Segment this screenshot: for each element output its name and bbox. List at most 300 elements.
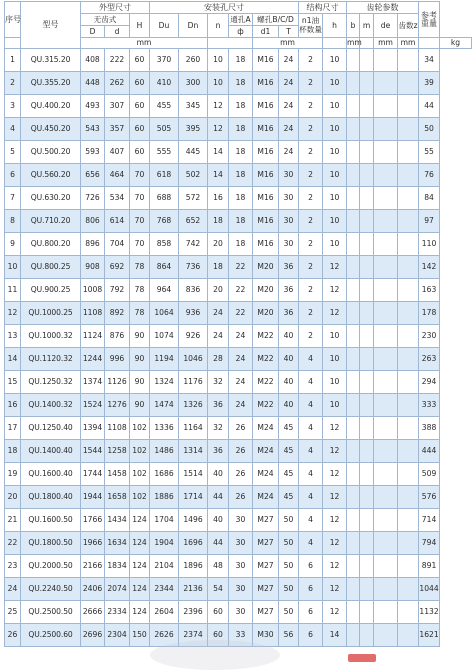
cell-z bbox=[398, 624, 419, 647]
cell-b bbox=[347, 279, 360, 302]
cell-T: 30 bbox=[279, 164, 299, 187]
cell-d: 407 bbox=[105, 141, 130, 164]
cell-z bbox=[398, 95, 419, 118]
cell-Du: 1904 bbox=[150, 532, 179, 555]
cell-d: 892 bbox=[105, 302, 130, 325]
cell-Dn: 1514 bbox=[179, 463, 208, 486]
cell-D: 726 bbox=[81, 187, 105, 210]
cell-m bbox=[360, 532, 374, 555]
cell-H: 60 bbox=[130, 49, 150, 72]
cell-m bbox=[360, 394, 374, 417]
cell-d1: M22 bbox=[253, 348, 279, 371]
cell-kg: 1132 bbox=[419, 601, 440, 624]
cell-A: 22 bbox=[229, 302, 253, 325]
cell-model: QU.500.20 bbox=[21, 141, 81, 164]
cell-Dn: 502 bbox=[179, 164, 208, 187]
cell-no: 19 bbox=[5, 463, 21, 486]
cell-Dn: 572 bbox=[179, 187, 208, 210]
cell-model: QU.2240.50 bbox=[21, 578, 81, 601]
cell-b bbox=[347, 164, 360, 187]
cell-kg: 76 bbox=[419, 164, 440, 187]
cell-d1: M24 bbox=[253, 440, 279, 463]
cell-d: 1834 bbox=[105, 555, 130, 578]
unit-blank-z bbox=[419, 38, 440, 49]
cell-D: 1244 bbox=[81, 348, 105, 371]
cell-n1: 4 bbox=[299, 440, 323, 463]
cell-de bbox=[374, 463, 398, 486]
unit-mm-struct: mm bbox=[347, 38, 362, 48]
header-D: D bbox=[81, 26, 105, 38]
cell-n: 40 bbox=[208, 509, 229, 532]
cell-H: 150 bbox=[130, 624, 150, 647]
cell-n1: 6 bbox=[299, 601, 323, 624]
cell-de bbox=[374, 210, 398, 233]
cell-Dn: 395 bbox=[179, 118, 208, 141]
cell-A: 30 bbox=[229, 601, 253, 624]
cell-Du: 2626 bbox=[150, 624, 179, 647]
cell-n: 44 bbox=[208, 486, 229, 509]
cell-d1: M24 bbox=[253, 486, 279, 509]
cell-d1: M16 bbox=[253, 141, 279, 164]
cell-Du: 1686 bbox=[150, 463, 179, 486]
table-row bbox=[5, 578, 472, 601]
cell-m bbox=[360, 555, 374, 578]
cell-h: 10 bbox=[323, 49, 347, 72]
cell-T: 40 bbox=[279, 371, 299, 394]
cell-h: 10 bbox=[323, 72, 347, 95]
cell-D: 543 bbox=[81, 118, 105, 141]
table-row bbox=[5, 371, 472, 394]
cell-Dn: 1896 bbox=[179, 555, 208, 578]
cell-z bbox=[398, 371, 419, 394]
cell-de bbox=[374, 348, 398, 371]
cell-d: 1276 bbox=[105, 394, 130, 417]
cell-z bbox=[398, 440, 419, 463]
cell-model: QU.1250.32 bbox=[21, 371, 81, 394]
cell-z bbox=[398, 486, 419, 509]
cell-A: 18 bbox=[229, 210, 253, 233]
cell-A: 26 bbox=[229, 417, 253, 440]
cell-no: 24 bbox=[5, 578, 21, 601]
cell-m bbox=[360, 118, 374, 141]
cell-d: 1126 bbox=[105, 371, 130, 394]
cell-no: 23 bbox=[5, 555, 21, 578]
table-row bbox=[5, 394, 472, 417]
table-row bbox=[5, 348, 472, 371]
cell-b bbox=[347, 555, 360, 578]
cell-model: QU.1400.40 bbox=[21, 440, 81, 463]
cell-H: 90 bbox=[130, 371, 150, 394]
cell-A: 26 bbox=[229, 486, 253, 509]
cell-n1: 4 bbox=[299, 371, 323, 394]
cell-z bbox=[398, 601, 419, 624]
cell-kg: 714 bbox=[419, 509, 440, 532]
cell-Du: 1336 bbox=[150, 417, 179, 440]
cell-z bbox=[398, 233, 419, 256]
cell-n: 14 bbox=[208, 141, 229, 164]
cell-A: 30 bbox=[229, 509, 253, 532]
cell-d: 2334 bbox=[105, 601, 130, 624]
cell-no: 15 bbox=[5, 371, 21, 394]
table-row bbox=[5, 72, 472, 95]
cell-H: 90 bbox=[130, 348, 150, 371]
cell-n1: 2 bbox=[299, 210, 323, 233]
cell-n1: 2 bbox=[299, 325, 323, 348]
header-de: de bbox=[374, 14, 398, 38]
header-m: m bbox=[360, 14, 374, 38]
cell-A: 33 bbox=[229, 624, 253, 647]
cell-m bbox=[360, 440, 374, 463]
cell-d: 876 bbox=[105, 325, 130, 348]
cell-d: 1108 bbox=[105, 417, 130, 440]
cell-kg: 50 bbox=[419, 118, 440, 141]
header-seq: 序号 bbox=[5, 2, 21, 38]
table-row bbox=[5, 463, 472, 486]
cell-T: 45 bbox=[279, 440, 299, 463]
cell-H: 124 bbox=[130, 578, 150, 601]
cell-H: 124 bbox=[130, 509, 150, 532]
cell-H: 124 bbox=[130, 601, 150, 624]
table-body bbox=[5, 49, 472, 647]
cell-n: 60 bbox=[208, 624, 229, 647]
cell-d1: M24 bbox=[253, 463, 279, 486]
header-teeth: 齿数z bbox=[398, 14, 419, 38]
cell-Dn: 260 bbox=[179, 49, 208, 72]
cell-Dn: 2396 bbox=[179, 601, 208, 624]
cell-Du: 1064 bbox=[150, 302, 179, 325]
cell-z bbox=[398, 302, 419, 325]
cell-d1: M16 bbox=[253, 49, 279, 72]
cell-d1: M16 bbox=[253, 164, 279, 187]
cell-model: QU.1800.40 bbox=[21, 486, 81, 509]
cell-T: 45 bbox=[279, 463, 299, 486]
cell-Dn: 936 bbox=[179, 302, 208, 325]
cell-D: 908 bbox=[81, 256, 105, 279]
cell-H: 102 bbox=[130, 440, 150, 463]
cell-h: 10 bbox=[323, 233, 347, 256]
cell-T: 24 bbox=[279, 72, 299, 95]
cell-z bbox=[398, 210, 419, 233]
cell-m bbox=[360, 72, 374, 95]
cell-m bbox=[360, 279, 374, 302]
cell-Dn: 1314 bbox=[179, 440, 208, 463]
cell-n: 36 bbox=[208, 394, 229, 417]
cell-n1: 2 bbox=[299, 279, 323, 302]
cell-Dn: 1696 bbox=[179, 532, 208, 555]
cell-H: 90 bbox=[130, 325, 150, 348]
cell-model: QU.400.20 bbox=[21, 95, 81, 118]
cell-kg: 178 bbox=[419, 302, 440, 325]
cell-T: 36 bbox=[279, 302, 299, 325]
cell-n: 44 bbox=[208, 532, 229, 555]
cell-de bbox=[374, 509, 398, 532]
cell-kg: 794 bbox=[419, 532, 440, 555]
cell-H: 60 bbox=[130, 118, 150, 141]
cell-no: 6 bbox=[5, 164, 21, 187]
cell-D: 1744 bbox=[81, 463, 105, 486]
cell-d1: M27 bbox=[253, 509, 279, 532]
header-gear-params: 齿轮参数 bbox=[347, 2, 419, 14]
cell-n: 20 bbox=[208, 233, 229, 256]
cell-D: 656 bbox=[81, 164, 105, 187]
cell-de bbox=[374, 302, 398, 325]
cell-model: QU.1400.32 bbox=[21, 394, 81, 417]
cell-d: 1458 bbox=[105, 463, 130, 486]
cell-m bbox=[360, 49, 374, 72]
cell-b bbox=[347, 210, 360, 233]
cell-b bbox=[347, 371, 360, 394]
cell-Dn: 736 bbox=[179, 256, 208, 279]
cell-d1: M16 bbox=[253, 233, 279, 256]
cell-n1: 4 bbox=[299, 486, 323, 509]
cell-d: 1258 bbox=[105, 440, 130, 463]
watermark-shape bbox=[150, 640, 280, 670]
cell-h: 12 bbox=[323, 486, 347, 509]
cell-no: 14 bbox=[5, 348, 21, 371]
cell-z bbox=[398, 509, 419, 532]
cell-de bbox=[374, 371, 398, 394]
cell-Dn: 742 bbox=[179, 233, 208, 256]
cell-H: 60 bbox=[130, 72, 150, 95]
cell-D: 493 bbox=[81, 95, 105, 118]
cell-no: 22 bbox=[5, 532, 21, 555]
cell-de bbox=[374, 394, 398, 417]
cell-H: 102 bbox=[130, 417, 150, 440]
table-row bbox=[5, 302, 472, 325]
cell-d: 464 bbox=[105, 164, 130, 187]
cell-D: 1394 bbox=[81, 417, 105, 440]
cell-de bbox=[374, 187, 398, 210]
unit-blank bbox=[208, 38, 253, 49]
cell-no: 2 bbox=[5, 72, 21, 95]
cell-T: 45 bbox=[279, 486, 299, 509]
cell-T: 30 bbox=[279, 187, 299, 210]
cell-H: 78 bbox=[130, 302, 150, 325]
header-d: d bbox=[105, 26, 130, 38]
cell-n1: 2 bbox=[299, 256, 323, 279]
cell-T: 40 bbox=[279, 348, 299, 371]
cell-D: 1766 bbox=[81, 509, 105, 532]
cell-h: 10 bbox=[323, 187, 347, 210]
cell-D: 2666 bbox=[81, 601, 105, 624]
header-h: h bbox=[323, 14, 347, 38]
cell-A: 18 bbox=[229, 118, 253, 141]
cell-model: QU.800.25 bbox=[21, 256, 81, 279]
cell-de bbox=[374, 325, 398, 348]
cell-Du: 555 bbox=[150, 141, 179, 164]
cell-d: 2304 bbox=[105, 624, 130, 647]
unit-blank-n1 bbox=[323, 38, 347, 49]
cell-D: 1544 bbox=[81, 440, 105, 463]
cell-no: 11 bbox=[5, 279, 21, 302]
cell-Du: 2344 bbox=[150, 578, 179, 601]
cell-no: 3 bbox=[5, 95, 21, 118]
header-ref-weight: 参考重量 bbox=[419, 2, 440, 38]
cell-Du: 2604 bbox=[150, 601, 179, 624]
cell-de bbox=[374, 555, 398, 578]
cell-D: 1108 bbox=[81, 302, 105, 325]
cell-Dn: 2374 bbox=[179, 624, 208, 647]
cell-T: 50 bbox=[279, 578, 299, 601]
cell-b bbox=[347, 509, 360, 532]
cell-kg: 110 bbox=[419, 233, 440, 256]
cell-z bbox=[398, 187, 419, 210]
cell-b bbox=[347, 394, 360, 417]
cell-z bbox=[398, 118, 419, 141]
cell-m bbox=[360, 233, 374, 256]
cell-T: 36 bbox=[279, 256, 299, 279]
cell-m bbox=[360, 164, 374, 187]
header-Dn: Dn bbox=[179, 14, 208, 38]
cell-d: 1658 bbox=[105, 486, 130, 509]
cell-h: 10 bbox=[323, 325, 347, 348]
cell-kg: 97 bbox=[419, 210, 440, 233]
header-Du: Du bbox=[150, 14, 179, 38]
table-row bbox=[5, 417, 472, 440]
cell-d1: M24 bbox=[253, 417, 279, 440]
cell-m bbox=[360, 578, 374, 601]
cell-A: 24 bbox=[229, 371, 253, 394]
cell-z bbox=[398, 463, 419, 486]
cell-D: 1374 bbox=[81, 371, 105, 394]
header-model: 型号 bbox=[21, 2, 81, 49]
cell-model: QU.1800.50 bbox=[21, 532, 81, 555]
cell-Du: 370 bbox=[150, 49, 179, 72]
cell-model: QU.2500.50 bbox=[21, 601, 81, 624]
cell-H: 70 bbox=[130, 187, 150, 210]
cell-h: 12 bbox=[323, 256, 347, 279]
cell-m bbox=[360, 601, 374, 624]
cell-H: 70 bbox=[130, 164, 150, 187]
header-through-hole: 通孔A bbox=[230, 14, 251, 24]
cell-d: 614 bbox=[105, 210, 130, 233]
cell-model: QU.315.20 bbox=[21, 49, 81, 72]
cell-b bbox=[347, 95, 360, 118]
cell-D: 448 bbox=[81, 72, 105, 95]
cell-no: 17 bbox=[5, 417, 21, 440]
table-row bbox=[5, 555, 472, 578]
cell-no: 1 bbox=[5, 49, 21, 72]
cell-H: 60 bbox=[130, 95, 150, 118]
cell-d1: M22 bbox=[253, 325, 279, 348]
cell-b bbox=[347, 72, 360, 95]
cell-T: 40 bbox=[279, 394, 299, 417]
cell-z bbox=[398, 348, 419, 371]
cell-de bbox=[374, 256, 398, 279]
cell-A: 18 bbox=[229, 72, 253, 95]
cell-H: 60 bbox=[130, 141, 150, 164]
cell-d1: M20 bbox=[253, 256, 279, 279]
cell-model: QU.1600.40 bbox=[21, 463, 81, 486]
cell-de bbox=[374, 49, 398, 72]
cell-model: QU.2000.50 bbox=[21, 555, 81, 578]
cell-b bbox=[347, 348, 360, 371]
cell-D: 1966 bbox=[81, 532, 105, 555]
header-toothless: 无齿式 bbox=[81, 14, 130, 26]
cell-Du: 858 bbox=[150, 233, 179, 256]
cell-T: 56 bbox=[279, 624, 299, 647]
table-row bbox=[5, 509, 472, 532]
cell-de bbox=[374, 532, 398, 555]
cell-b bbox=[347, 256, 360, 279]
table-row bbox=[5, 187, 472, 210]
cell-m bbox=[360, 95, 374, 118]
cell-b bbox=[347, 49, 360, 72]
cell-kg: 230 bbox=[419, 325, 440, 348]
cell-b bbox=[347, 486, 360, 509]
cell-D: 1944 bbox=[81, 486, 105, 509]
cell-n: 28 bbox=[208, 348, 229, 371]
cell-b bbox=[347, 233, 360, 256]
cell-Du: 768 bbox=[150, 210, 179, 233]
cell-h: 10 bbox=[323, 348, 347, 371]
cell-h: 12 bbox=[323, 601, 347, 624]
cell-T: 30 bbox=[279, 233, 299, 256]
cell-kg: 163 bbox=[419, 279, 440, 302]
cell-h: 10 bbox=[323, 95, 347, 118]
cell-kg: 55 bbox=[419, 141, 440, 164]
cell-h: 12 bbox=[323, 532, 347, 555]
cell-h: 10 bbox=[323, 394, 347, 417]
cell-n: 48 bbox=[208, 555, 229, 578]
cell-n1: 6 bbox=[299, 624, 323, 647]
cell-z bbox=[398, 141, 419, 164]
cell-h: 10 bbox=[323, 141, 347, 164]
cell-d: 357 bbox=[105, 118, 130, 141]
cell-no: 16 bbox=[5, 394, 21, 417]
cell-h: 12 bbox=[323, 417, 347, 440]
header-n1: n1油杯数量 bbox=[299, 14, 323, 38]
cell-no: 10 bbox=[5, 256, 21, 279]
cell-n: 14 bbox=[208, 164, 229, 187]
cell-Dn: 1326 bbox=[179, 394, 208, 417]
cell-n: 10 bbox=[208, 49, 229, 72]
header-struct-size: 结构尺寸 bbox=[299, 2, 347, 14]
cell-no: 4 bbox=[5, 118, 21, 141]
cell-m bbox=[360, 141, 374, 164]
cell-A: 22 bbox=[229, 256, 253, 279]
cell-A: 30 bbox=[229, 578, 253, 601]
header-seq-unit bbox=[5, 38, 21, 49]
watermark-logo bbox=[348, 654, 376, 662]
cell-z bbox=[398, 394, 419, 417]
cell-Dn: 836 bbox=[179, 279, 208, 302]
cell-model: QU.1600.50 bbox=[21, 509, 81, 532]
cell-b bbox=[347, 624, 360, 647]
cell-Dn: 1164 bbox=[179, 417, 208, 440]
cell-de bbox=[374, 72, 398, 95]
cell-m bbox=[360, 371, 374, 394]
cell-T: 24 bbox=[279, 95, 299, 118]
cell-kg: 891 bbox=[419, 555, 440, 578]
cell-kg: 142 bbox=[419, 256, 440, 279]
cell-T: 24 bbox=[279, 118, 299, 141]
cell-b bbox=[347, 141, 360, 164]
cell-no: 25 bbox=[5, 601, 21, 624]
cell-D: 1008 bbox=[81, 279, 105, 302]
cell-kg: 1044 bbox=[419, 578, 440, 601]
cell-de bbox=[374, 141, 398, 164]
cell-n1: 4 bbox=[299, 417, 323, 440]
cell-d: 2074 bbox=[105, 578, 130, 601]
cell-Dn: 1046 bbox=[179, 348, 208, 371]
table-row bbox=[5, 440, 472, 463]
cell-no: 26 bbox=[5, 624, 21, 647]
cell-T: 40 bbox=[279, 325, 299, 348]
cell-h: 14 bbox=[323, 624, 347, 647]
cell-h: 12 bbox=[323, 463, 347, 486]
table-row bbox=[5, 279, 472, 302]
